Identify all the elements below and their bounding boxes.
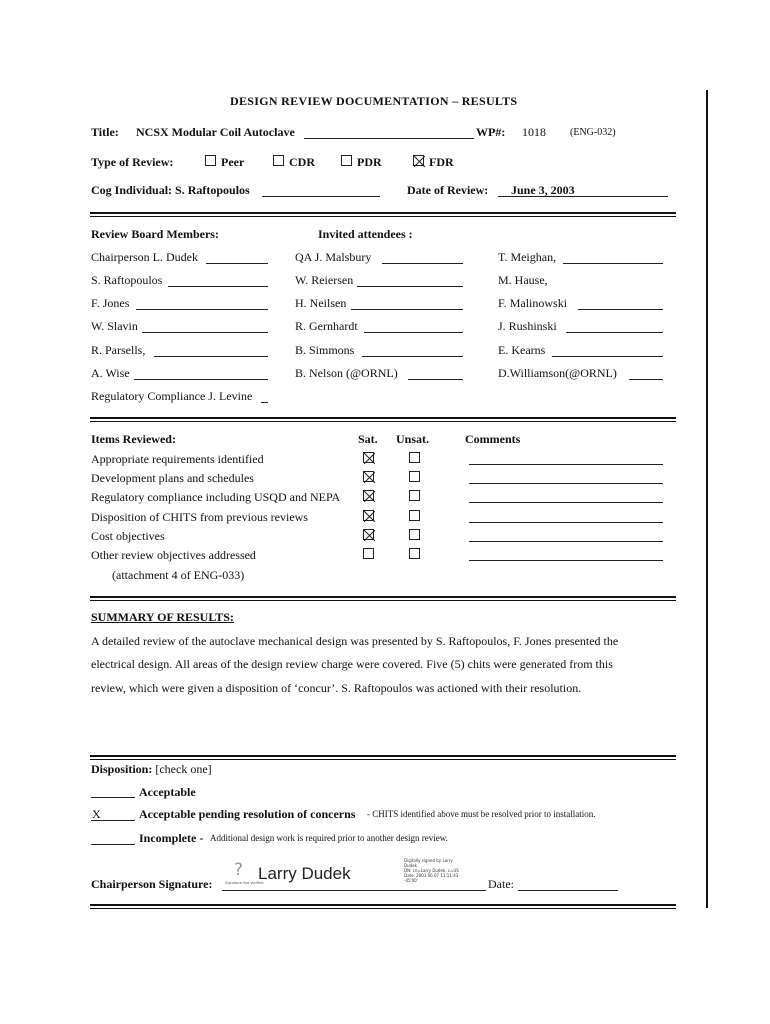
item-4-sat-checkbox[interactable] [363, 510, 374, 521]
member-4: W. Slavin [91, 319, 138, 333]
item-5-unsat-checkbox[interactable] [409, 529, 420, 540]
item-4-unsat-checkbox[interactable] [409, 510, 420, 521]
attendee-12-line [629, 379, 663, 380]
digital-signature[interactable] [222, 858, 488, 890]
pdr-checkbox[interactable] [341, 155, 352, 166]
eng-reference: (ENG-032) [570, 127, 616, 138]
attendee-1-line [382, 263, 463, 264]
attendee-4-line [364, 332, 463, 333]
section-divider [90, 755, 676, 760]
attendee-9: F. Malinowski [498, 296, 568, 310]
item-row-5: Cost objectives [91, 529, 165, 543]
sig-detail-4: Date: 2003.06.07 11:11:43 [404, 873, 459, 878]
wp-label: WP#: [476, 125, 506, 139]
member-5-line [154, 356, 268, 357]
digital-signature-details [404, 858, 459, 883]
incomplete-blank[interactable] [91, 844, 135, 845]
check-x-icon [364, 491, 375, 502]
cdr-checkbox[interactable] [273, 155, 284, 166]
member-2-line [168, 286, 268, 287]
fdr-checkbox[interactable] [413, 155, 424, 166]
item-5-sat-checkbox[interactable] [363, 529, 374, 540]
attendee-2-line [357, 286, 463, 287]
member-1: Chairperson L. Dudek [91, 250, 198, 264]
summary-line-2: electrical design. All areas of the design review charge were covered. Five (5) chits were generated from this [91, 657, 613, 671]
signer-name: Larry Dudek [258, 864, 351, 883]
item-3-sat-checkbox[interactable] [363, 490, 374, 501]
item-3-comment-line[interactable] [469, 502, 663, 503]
attendee-4: R. Gernhardt [295, 319, 358, 333]
member-4-line [142, 332, 268, 333]
right-margin-rule [706, 90, 708, 908]
pending-blank[interactable] [91, 820, 135, 821]
disposition-instruction: [check one] [155, 762, 212, 776]
attendee-11: E. Kearns [498, 343, 546, 357]
board-members-label: Review Board Members: [91, 227, 219, 241]
signature-line[interactable] [222, 890, 486, 891]
section-divider [90, 904, 676, 909]
peer-label: Peer [221, 155, 245, 169]
cog-individual: Cog Individual: S. Raftopoulos [91, 183, 250, 197]
attendee-5-line [362, 356, 463, 357]
signature-date-label: Date: [488, 877, 514, 891]
item-3-unsat-checkbox[interactable] [409, 490, 420, 501]
item-6-sat-checkbox[interactable] [363, 548, 374, 559]
signature-date-field[interactable] [518, 890, 618, 891]
pending-mark: X [92, 807, 101, 821]
sig-detail-1: Digitally signed by Larry [404, 858, 453, 863]
member-3: F. Jones [91, 296, 130, 310]
attendee-1: QA J. Malsbury [295, 250, 372, 264]
sig-detail-3: DN: cn=Larry Dudek, c=US [404, 868, 459, 873]
cdr-label: CDR [289, 155, 315, 169]
member-5: R. Parsells, [91, 343, 146, 357]
incomplete-note: Additional design work is required prior to another design review. [210, 833, 448, 843]
member-1-line [206, 263, 268, 264]
item-2-comment-line[interactable] [469, 483, 663, 484]
attendee-6: B. Nelson (@ORNL) [295, 366, 398, 380]
item-4-comment-line[interactable] [469, 522, 663, 523]
check-x-icon [414, 156, 425, 167]
item-row-6: Other review objectives addressed [91, 548, 256, 562]
question-mark-icon: ? [234, 860, 244, 880]
item-5-comment-line[interactable] [469, 541, 663, 542]
item-2-unsat-checkbox[interactable] [409, 471, 420, 482]
summary-line-3: review, which were given a disposition of ‘concur’. S. Raftopoulos was actioned with their resolution. [91, 681, 582, 695]
attendee-6-line [408, 379, 463, 380]
item-1-sat-checkbox[interactable] [363, 452, 374, 463]
sat-header: Sat. [358, 432, 378, 446]
section-divider [90, 596, 676, 601]
check-x-icon [364, 511, 375, 522]
attendee-3-line [351, 309, 463, 310]
member-7: Regulatory Compliance J. Levine [91, 389, 253, 403]
check-x-icon [364, 530, 375, 541]
attendee-2: W. Reiersen [295, 273, 354, 287]
fdr-label: FDR [429, 155, 454, 169]
attendee-9-line [578, 309, 663, 310]
sig-detail-2: Dudek [404, 863, 417, 868]
member-2: S. Raftopoulos [91, 273, 163, 287]
item-row-3: Regulatory compliance including USQD and NEPA [91, 490, 341, 504]
invited-attendees-label: Invited attendees : [318, 227, 413, 241]
attendee-10-line [566, 332, 663, 333]
unsat-header: Unsat. [396, 432, 430, 446]
pdr-label: PDR [357, 155, 382, 169]
summary-heading: SUMMARY OF RESULTS: [91, 610, 234, 624]
pending-option: Acceptable pending resolution of concerns [139, 807, 356, 821]
disposition-label: Disposition: [91, 762, 153, 776]
chairperson-signature-label: Chairperson Signature: [91, 877, 213, 891]
check-x-icon [364, 472, 375, 483]
item-6-unsat-checkbox[interactable] [409, 548, 420, 559]
attendee-7-line [563, 263, 663, 264]
item-1-unsat-checkbox[interactable] [409, 452, 420, 463]
incomplete-option: Incomplete - [139, 831, 204, 845]
member-7-line [261, 402, 268, 403]
item-row-2: Development plans and schedules [91, 471, 254, 485]
signature-caption: Signature Not Verified [225, 881, 264, 885]
item-row-1: Appropriate requirements identified [91, 452, 264, 466]
section-divider [90, 212, 676, 217]
pending-note: - CHITS identified above must be resolved prior to installation. [367, 809, 596, 819]
item-2-sat-checkbox[interactable] [363, 471, 374, 482]
attendee-12: D.Williamson(@ORNL) [498, 366, 617, 380]
item-1-comment-line[interactable] [469, 464, 663, 465]
item-6-comment-line[interactable] [469, 560, 663, 561]
comments-header: Comments [465, 432, 521, 446]
cog-underline [262, 196, 380, 197]
acceptable-option: Acceptable [139, 785, 196, 799]
summary-line-1: A detailed review of the autoclave mechanical design was presented by S. Raftopoulos, F. Jones presented the [91, 634, 619, 648]
attendee-7: T. Meighan, [498, 250, 557, 264]
check-x-icon [364, 453, 375, 464]
attendee-5: B. Simmons [295, 343, 355, 357]
title-value: NCSX Modular Coil Autoclave [136, 125, 295, 139]
review-type-label: Type of Review: [91, 155, 174, 169]
title-underline [304, 138, 474, 139]
date-label: Date of Review: [407, 183, 489, 197]
member-3-line [136, 309, 268, 310]
review-date: June 3, 2003 [511, 183, 575, 197]
member-6-line [134, 379, 268, 380]
wp-value: 1018 [522, 125, 546, 139]
date-underline [498, 196, 668, 197]
attendee-8: M. Hause, [498, 273, 548, 287]
sig-detail-5: -05'00' [404, 878, 418, 883]
items-reviewed-label: Items Reviewed: [91, 432, 176, 446]
attendee-11-line [552, 356, 663, 357]
acceptable-blank[interactable] [91, 797, 135, 798]
title-label: Title: [91, 125, 119, 139]
peer-checkbox[interactable] [205, 155, 216, 166]
member-6: A. Wise [91, 366, 130, 380]
disposition-row [91, 762, 212, 777]
section-divider [90, 417, 676, 422]
attachment-note: (attachment 4 of ENG-033) [112, 568, 245, 582]
attendee-10: J. Rushinski [498, 319, 557, 333]
attendee-3: H. Neilsen [295, 296, 347, 310]
document-title: DESIGN REVIEW DOCUMENTATION – RESULTS [230, 94, 518, 108]
item-row-4: Disposition of CHITS from previous reviews [91, 510, 308, 524]
